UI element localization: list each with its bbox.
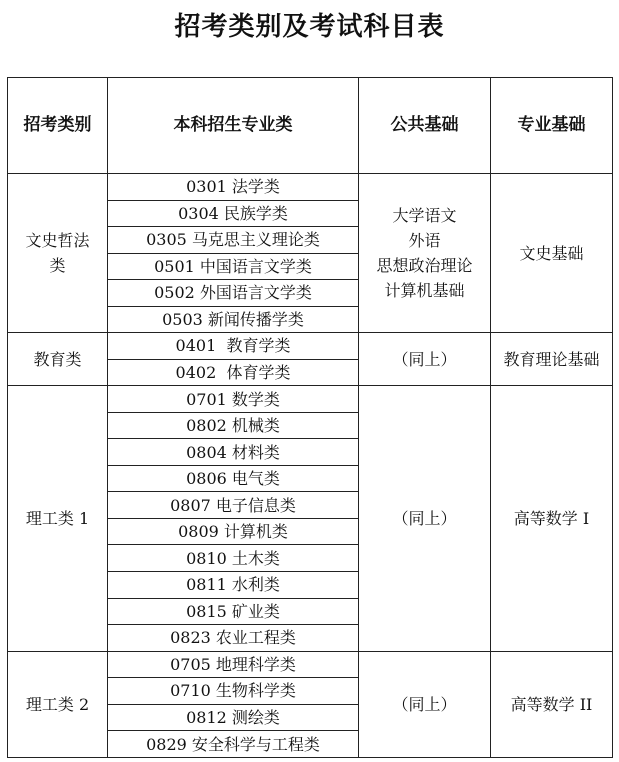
major-cell: 0806 电气类 xyxy=(108,465,359,492)
major-cell: 0305 马克思主义理论类 xyxy=(108,227,359,254)
major-cell: 0705 地理科学类 xyxy=(108,651,359,678)
major-cell: 0304 民族学类 xyxy=(108,200,359,227)
specialized-subject-cell: 高等数学 I xyxy=(491,386,613,651)
table-body xyxy=(8,174,613,758)
public-subject: 大学语文 xyxy=(392,206,457,226)
major-cell: 0815 矿业类 xyxy=(108,598,359,625)
major-cell: 0802 机械类 xyxy=(108,412,359,439)
table-row xyxy=(8,386,613,413)
header-specialized: 专业基础 xyxy=(491,78,613,174)
category-cell: 文史哲法 类 xyxy=(8,174,108,333)
major-cell: 0701 数学类 xyxy=(108,386,359,413)
major-cell: 0501 中国语言文学类 xyxy=(108,253,359,280)
public-subjects-cell xyxy=(359,651,491,757)
header-category: 招考类别 xyxy=(8,78,108,174)
table-row xyxy=(8,333,613,360)
public-subjects-cell xyxy=(359,386,491,651)
header-public: 公共基础 xyxy=(359,78,491,174)
major-cell: 0401 教育学类 xyxy=(108,333,359,360)
major-cell: 0807 电子信息类 xyxy=(108,492,359,519)
page-title: 招考类别及考试科目表 xyxy=(174,12,445,42)
major-cell: 0710 生物科学类 xyxy=(108,678,359,705)
category-cell: 教育类 xyxy=(8,333,108,386)
major-cell: 0810 土木类 xyxy=(108,545,359,572)
major-cell: 0502 外国语言文学类 xyxy=(108,280,359,307)
major-cell: 0823 农业工程类 xyxy=(108,625,359,652)
table-row xyxy=(8,651,613,678)
specialized-subject-cell: 高等数学 II xyxy=(491,651,613,757)
public-subject: 思想政治理论 xyxy=(376,256,473,276)
exam-subject-table xyxy=(7,77,613,758)
public-subjects-cell xyxy=(359,333,491,386)
public-subject: （同上） xyxy=(392,694,457,714)
public-subject: 外语 xyxy=(408,231,441,251)
public-subject: （同上） xyxy=(392,349,457,369)
category-cell: 理工类 1 xyxy=(8,386,108,651)
specialized-subject-cell: 文史基础 xyxy=(491,174,613,333)
public-subjects-cell xyxy=(359,174,491,333)
table-header-row xyxy=(8,78,613,174)
category-cell: 理工类 2 xyxy=(8,651,108,757)
public-subject: （同上） xyxy=(392,508,457,528)
specialized-subject-cell: 教育理论基础 xyxy=(491,333,613,386)
major-cell: 0804 材料类 xyxy=(108,439,359,466)
major-cell: 0809 计算机类 xyxy=(108,518,359,545)
major-cell: 0503 新闻传播学类 xyxy=(108,306,359,333)
table-row xyxy=(8,174,613,201)
major-cell: 0829 安全科学与工程类 xyxy=(108,731,359,758)
major-cell: 0811 水利类 xyxy=(108,571,359,598)
major-cell: 0812 测绘类 xyxy=(108,704,359,731)
major-cell: 0301 法学类 xyxy=(108,174,359,201)
header-majors: 本科招生专业类 xyxy=(108,78,359,174)
public-subject: 计算机基础 xyxy=(384,281,465,301)
major-cell: 0402 体育学类 xyxy=(108,359,359,386)
